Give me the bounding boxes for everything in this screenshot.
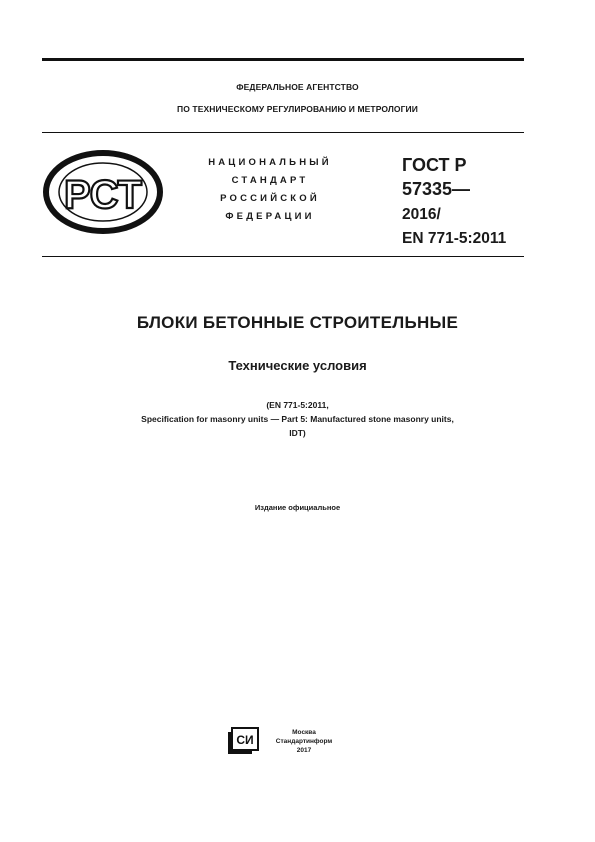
publisher-city: Москва: [292, 729, 316, 736]
document-subtitle: Технические условия: [228, 358, 367, 373]
designation-line-1: ГОСТ Р: [402, 155, 467, 175]
document-title: БЛОКИ БЕТОННЫЕ СТРОИТЕЛЬНЫЕ: [136, 313, 459, 332]
header-divider: [42, 132, 524, 133]
designation-divider: [42, 256, 524, 257]
standard-type-line-1: НАЦИОНАЛЬНЫЙ: [208, 157, 332, 168]
standard-type-line-2: СТАНДАРТ: [231, 175, 309, 186]
agency-line-2: ПО ТЕХНИЧЕСКОМУ РЕГУЛИРОВАНИЮ И МЕТРОЛОГИИ: [177, 104, 418, 114]
standard-type-line-3: РОССИЙСКОЙ: [220, 193, 320, 204]
rst-certification-logo-icon: [42, 148, 164, 236]
designation-line-2: 57335—: [402, 179, 471, 199]
svg-text:СИ: СИ: [236, 733, 254, 747]
designation-line-4: EN 771-5:2011: [402, 230, 507, 247]
reference-line-2: Specification for masonry units — Part 5: Manufactured stone masonry units,: [141, 414, 454, 424]
publisher-name: Стандартинформ: [275, 738, 333, 745]
top-rule: [42, 58, 524, 61]
official-edition-note: Издание официальное: [254, 503, 341, 512]
reference-line-3: IDT): [289, 428, 306, 438]
reference-line-1: (EN 771-5:2011,: [266, 400, 329, 410]
designation-line-3: 2016/: [402, 206, 441, 223]
publisher-year: 2017: [296, 747, 312, 754]
logo-text: РСТ: [63, 173, 143, 217]
standartinform-logo-icon: [225, 726, 261, 756]
standard-type-line-4: ФЕДЕРАЦИИ: [225, 211, 315, 222]
agency-line-1: ФЕДЕРАЛЬНОЕ АГЕНТСТВО: [236, 82, 359, 92]
